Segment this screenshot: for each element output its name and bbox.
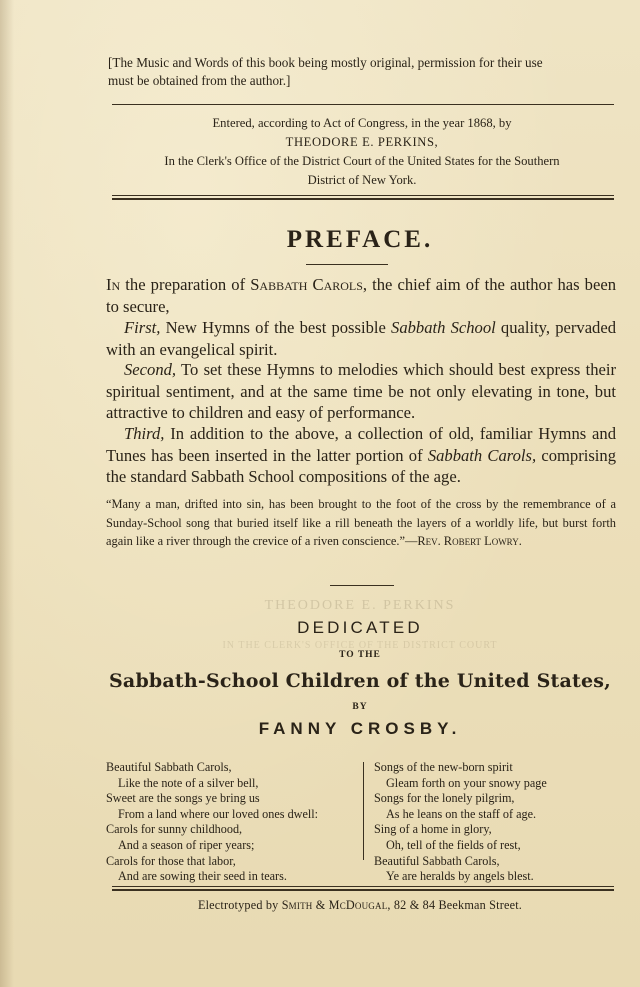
third-label: Third, xyxy=(124,424,165,443)
second-label: Second, xyxy=(124,360,177,379)
intro-lead: In xyxy=(106,275,121,294)
preface-first xyxy=(106,317,616,360)
poem-column-divider xyxy=(363,762,364,860)
divider-rule xyxy=(112,104,614,105)
book-title-smallcaps: Sabbath Carols xyxy=(250,275,363,294)
poem-line: Oh, tell of the fields of rest, xyxy=(386,837,521,852)
copyright-holder: THEODORE E. PERKINS, xyxy=(285,135,439,149)
quote-attribution: Rev. Robert Lowry. xyxy=(417,534,522,548)
copyright-line-1: Entered, according to Act of Congress, in the year 1868, by xyxy=(212,116,512,130)
poem-line: Beautiful Sabbath Carols, xyxy=(374,853,500,868)
quote-text: “Many a man, drifted into sin, has been brought to the foot of the cross by the remembrance of a Sunday-School song that buried itself like a rill beneath the layers of a worldly life, but burst forth again like a river through the crevice of a riven conscience.”— xyxy=(106,497,616,548)
author-name: FANNY CROSBY. xyxy=(258,719,462,738)
poem-left-column xyxy=(106,760,318,885)
first-text-b: quality, pervaded with an evangelical spirit. xyxy=(106,318,617,359)
printer-credit xyxy=(0,898,640,913)
printer-firm: Smith & McDougal xyxy=(281,898,388,912)
printer-prefix: Electrotyped by xyxy=(197,898,282,912)
show-through-text: THEODORE E. PERKINS xyxy=(264,598,456,613)
poem-line: Sweet are the songs ye bring us xyxy=(106,791,260,806)
preface-second xyxy=(106,359,616,424)
third-text-b: comprising the standard Sabbath School compositions of the age. xyxy=(106,445,617,486)
notice-line-2: must be obtained from the author.] xyxy=(108,73,291,88)
by-label: BY xyxy=(352,702,368,712)
first-emphasis: Sabbath School xyxy=(391,318,496,337)
poem-line: As he leans on the staff of age. xyxy=(386,806,537,821)
dedication-recipients: Sabbath-School Children of the United States, xyxy=(109,670,611,692)
copyright-line-4: District of New York. xyxy=(307,173,417,187)
poem-line: Beautiful Sabbath Carols, xyxy=(106,760,232,774)
copyright-line-3: In the Clerk's Office of the District Court of the United States for the Southern xyxy=(164,154,560,168)
copyright-block xyxy=(104,114,620,190)
poem-line: Sing of a home in glory, xyxy=(374,822,492,837)
preface-title: PREFACE. xyxy=(286,226,434,253)
poem-line: Songs of the new-born spirit xyxy=(374,760,513,774)
poem-line: Songs for the lonely pilgrim, xyxy=(374,791,515,806)
double-divider-rule xyxy=(112,195,614,200)
lowry-quote xyxy=(106,495,616,551)
preface-third xyxy=(106,423,616,488)
poem-line: Ye are heralds by angels blest. xyxy=(386,869,534,884)
poem-line: And are sowing their seed in tears. xyxy=(118,869,287,884)
dedicated-heading: DEDICATED xyxy=(297,618,423,637)
poem-line: Carols for sunny childhood, xyxy=(106,822,243,837)
first-label: First, xyxy=(124,318,161,337)
second-text: To set these Hymns to melodies which should best express their spiritual sentiment, and at the same time be not only elevating in tone, but attractive to children and easy of performance. xyxy=(106,360,616,422)
first-text-a: New Hymns of the best possible xyxy=(160,318,392,337)
poem-line: Gleam forth on your snowy page xyxy=(386,775,547,790)
poem-line: From a land where our loved ones dwell: xyxy=(118,806,319,821)
intro-text-a: the preparation of xyxy=(120,275,251,294)
poem-line: Like the note of a silver bell, xyxy=(118,775,259,790)
intro-text-b: , the chief aim of the author has been to secure, xyxy=(106,275,616,316)
show-through-text-2: IN THE CLERK'S OFFICE OF THE DISTRICT COURT xyxy=(222,640,498,651)
footer-divider-rule xyxy=(112,886,614,891)
permission-notice xyxy=(108,54,618,90)
printer-address: , 82 & 84 Beekman Street. xyxy=(387,898,523,912)
third-text-a: In addition to the above, a collection of old, familiar Hymns and Tunes has been inserted in the latter portion of xyxy=(106,424,616,465)
third-emphasis: Sabbath Carols, xyxy=(427,445,537,465)
section-rule xyxy=(330,585,394,586)
poem-line: Carols for those that labor, xyxy=(106,853,236,868)
poem-line: And a season of riper years; xyxy=(118,837,255,852)
to-the-label: TO THE xyxy=(339,650,381,660)
preface-intro xyxy=(106,274,616,317)
notice-line-1: [The Music and Words of this book being mostly original, permission for their use xyxy=(108,55,543,70)
preface-underline xyxy=(306,264,388,265)
poem-right-column xyxy=(374,760,547,885)
